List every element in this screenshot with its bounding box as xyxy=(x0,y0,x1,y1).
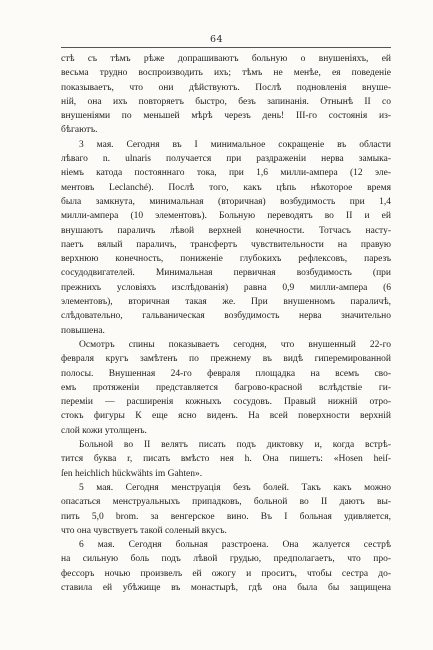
header-rule xyxy=(61,47,391,48)
page-number: 64 xyxy=(209,34,224,45)
paragraph-1 xyxy=(61,52,391,138)
text-line: была замкнута, минимальная (вторичная) возбудимость при 1,4 xyxy=(61,196,391,207)
text-line: емъ протяженіи представляется багрово-красной вслѣдствіе ги- xyxy=(61,382,391,393)
text-line: элементовъ), вторичная такая же. При внушенномъ параличѣ, xyxy=(61,297,391,308)
text-line: опасаться менструальныхъ припадковъ, больной во II даютъ вы- xyxy=(61,497,391,508)
text-line: паетъ вялый параличъ, трансфертъ чувствительности на правую xyxy=(61,239,391,250)
text-line: лѣваго n. ulnaris получается при раздраженіи нерва замыка- xyxy=(61,154,391,165)
text-line: слой кожи утолщенъ. xyxy=(61,425,147,436)
text-line: фессоръ ночью произвелъ ей ожогу и проситъ, чтобы сестра до- xyxy=(61,568,391,579)
text-line: повышена. xyxy=(61,325,105,336)
text-line: на сильную боль подъ лѣвой грудью, предполагаетъ, что про- xyxy=(61,554,391,565)
text-line: показываетъ, что они дѣйствуютъ. Послѣ подновленія внуше- xyxy=(61,82,391,93)
text-line: стокъ фигуры К еще ясно виденъ. На всей поверхности верхній xyxy=(61,411,391,422)
paragraph-3 xyxy=(61,338,391,438)
text-line: 3 мая. Сегодня въ I минимальное сокращеніе въ области xyxy=(79,139,391,150)
text-line: ставила ей убѣжище въ монастырѣ, гдѣ она была бы защищена xyxy=(61,582,391,593)
text-line: ſen heichlich hückwähts im Gahten». xyxy=(61,468,203,479)
paragraph-5 xyxy=(61,538,391,595)
text-line: февраля кругъ замѣтенъ по прежнему въ видѣ гиперемированной xyxy=(61,354,391,365)
paragraph-4 xyxy=(61,438,391,538)
text-line: ніемъ катода постояннаго тока, при 1,6 милли-ампера (12 эле- xyxy=(61,168,391,179)
text-line: Больной во II велятъ писать подъ диктовку и, когда встрѣ- xyxy=(79,440,391,451)
text-line: ній, она ихъ повторяетъ быстро, безъ запинанія. Отнынѣ II со xyxy=(61,96,391,107)
text-line: весьма трудно воспроизводить ихъ; тѣмъ не менѣе, ея поведеніе xyxy=(61,68,391,79)
text-line: верхнюю конечность, пониженіе глубокихъ рефлексовъ, парезъ xyxy=(61,254,391,265)
text-line: ментовъ Leclanché). Послѣ того, какъ цѣпь нѣкоторое время xyxy=(61,182,391,193)
text-line: Осмотръ спины показываетъ сегодня, что внушенный 22-го xyxy=(79,339,391,350)
text-line: что она чувствуетъ такой соленый вкусъ. xyxy=(61,525,227,536)
text-line: полосы. Внушенная 24-го февраля площадка на всемъ сво- xyxy=(61,368,391,379)
text-line: милли-ампера (10 элементовъ). Больную переводятъ во II и ей xyxy=(61,211,391,222)
text-line: пить 5,0 brom. за венгерское вино. Въ I больная удивляется, xyxy=(61,511,391,522)
page-text xyxy=(61,52,391,595)
text-line: прежнихъ условіяхъ изслѣдованія) равна 0,9 милли-ампера (6 xyxy=(61,282,391,293)
text-line: перемiи — расширенія кожныхъ сосудовъ. Правый нижній отро- xyxy=(61,397,391,408)
text-line: тится буква r, писать вмѣсто нея h. Она пишетъ: «Hosen heiſ- xyxy=(61,454,391,465)
text-line: слѣдовательно, гальваническая возбудимость нерва значительно xyxy=(61,311,391,322)
paragraph-2 xyxy=(61,138,391,338)
text-line: бѣгаютъ. xyxy=(61,125,98,136)
text-line: 5 мая. Сегодня менструація безъ болей. Такъ какъ можно xyxy=(79,482,391,493)
text-line: сосудодвигателей. Минимальная первичная возбудимость (при xyxy=(61,268,391,279)
text-line: стѣ съ тѣмъ рѣже допрашиваютъ больную о внушеніяхъ, ей xyxy=(61,54,391,64)
text-line: 6 мая. Сегодня больная разстроена. Она жалуется сестрѣ xyxy=(79,540,391,551)
text-line: внушеніями по меньшей мѣрѣ черезъ день! III-го состоянія из- xyxy=(61,111,391,122)
text-line: внушаютъ параличъ лѣвой верхней конечности. Тотчасъ насту- xyxy=(61,225,391,236)
